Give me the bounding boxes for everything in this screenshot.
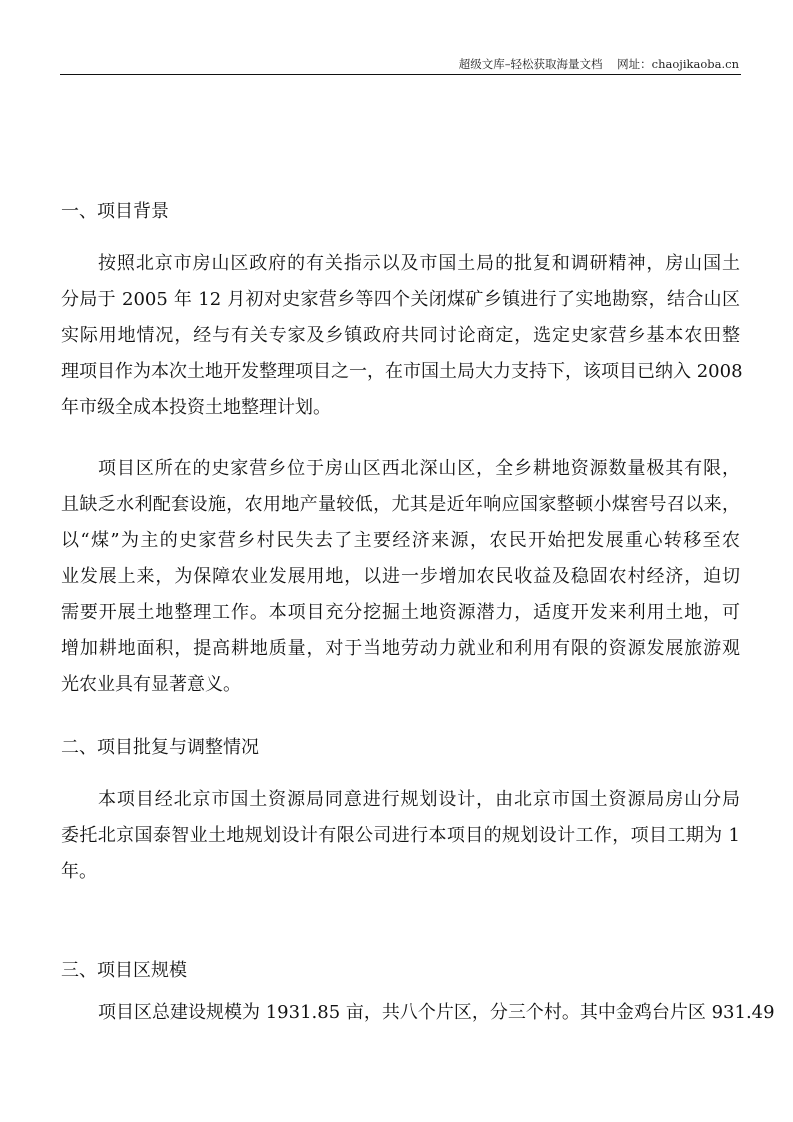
text-line: 理项目作为本次土地开发整理项目之一，在市国土局大力支持下，该项目已纳入 2008	[61, 361, 743, 382]
text-line: 项目区所在的史家营乡位于房山区西北深山区，全乡耕地资源数量极其有限，	[98, 458, 740, 479]
text-line: 增加耕地面积，提高耕地质量，对于当地劳动力就业和利用有限的资源发展旅游观	[61, 638, 740, 659]
text-line: 委托北京国泰智业土地规划设计有限公司进行本项目的规划设计工作，项目工期为 1	[61, 825, 740, 846]
text-line: 光农业具有显著意义。	[61, 674, 241, 695]
text-line: 业发展上来，为保障农业发展用地，以进一步增加农民收益及稳固农村经济，迫切	[61, 566, 740, 587]
text-line: 项目区总建设规模为 1931.85 亩，共八个片区，分三个村。其中金鸡台片区 931.49	[98, 1002, 775, 1023]
text-line: 且缺乏水利配套设施，农用地产量较低，尤其是近年响应国家整顿小煤窖号召以来，	[61, 494, 740, 515]
header-site: 超级文库–轻松获取海量文档	[458, 57, 603, 71]
page-header	[459, 56, 739, 72]
section-heading: 一、项目背景	[61, 201, 169, 222]
text-line: 年市级全成本投资土地整理计划。	[61, 397, 331, 418]
text-line: 实际用地情况，经与有关专家及乡镇政府共同讨论商定，选定史家营乡基本农田整	[61, 325, 740, 346]
text-line: 本项目经北京市国土资源局同意进行规划设计，由北京市国土资源局房山分局	[98, 789, 740, 810]
section-heading: 三、项目区规模	[61, 960, 187, 981]
text-line: 年。	[61, 861, 97, 882]
header-rule	[60, 74, 741, 75]
text-line: 需要开展土地整理工作。本项目充分挖掘土地资源潜力，适度开发来利用土地，可	[61, 602, 740, 623]
text-line: 以“煤”为主的史家营乡村民失去了主要经济来源，农民开始把发展重心转移至农	[61, 530, 740, 551]
section-heading: 二、项目批复与调整情况	[61, 737, 259, 758]
text-line: 按照北京市房山区政府的有关指示以及市国土局的批复和调研精神，房山国土	[98, 253, 740, 274]
header-url: 网址：chaojikaoba.cn	[617, 57, 739, 71]
text-line: 分局于 2005 年 12 月初对史家营乡等四个关闭煤矿乡镇进行了实地勘察，结合山区	[61, 289, 740, 310]
